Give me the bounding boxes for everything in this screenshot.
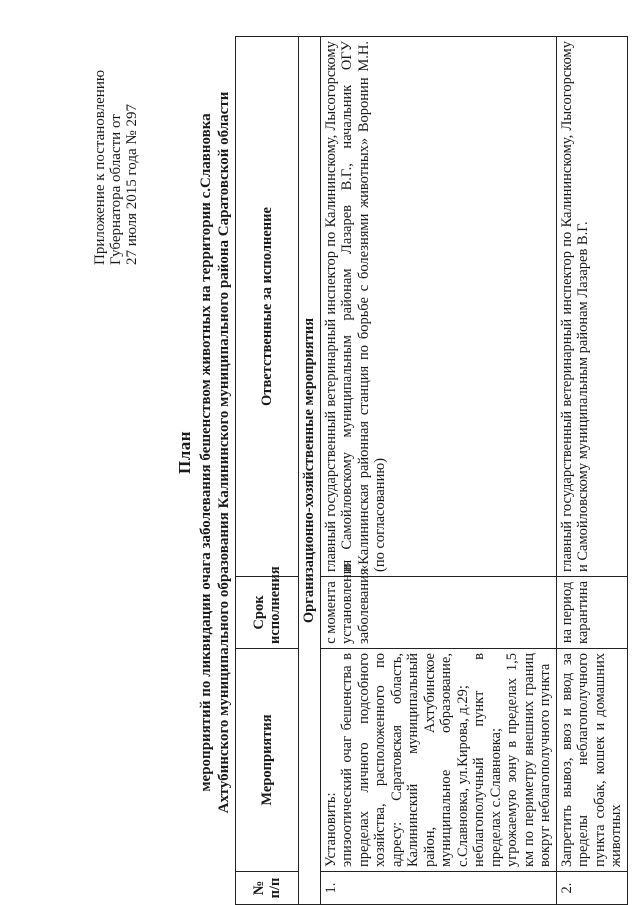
header-term: Срок исполнения bbox=[236, 577, 299, 649]
appendix-line-1: Приложение к постановлению bbox=[92, 69, 108, 265]
row-num: 2. bbox=[556, 872, 627, 905]
row-measure: Установить: эпизоотический очаг бешенства в пределах личного подсобного хозяйства, расположенного по адресу: Саратовская область, Калининский муниципальный район, Ахтубинское муниципальное образование, с.Славновка, ул.Кирова, д.29; неблагополучный пункт в пределах с.Славновка; угрожаемую зону в пределах 1,5 км по периметру внешних границ вокруг неблагополучного пункта bbox=[320, 649, 556, 872]
row-num: 1. bbox=[320, 872, 556, 905]
document-subtitle-line-2: Ахтубинского муниципального образования Калининского муниципального района Саратовской области bbox=[216, 91, 232, 814]
section-row bbox=[299, 37, 321, 905]
table-header-row bbox=[236, 37, 299, 905]
table-row bbox=[556, 37, 627, 905]
header-measures: Мероприятия bbox=[236, 649, 299, 872]
appendix-line-2: Губернатора области от bbox=[108, 114, 124, 265]
row-measure: Запретить вывоз, ввоз и ввод за пределы неблагополучного пункта собак, кошек и домашних животных bbox=[556, 649, 627, 872]
section-title: Организационно-хозяйственные мероприятия bbox=[299, 37, 321, 905]
appendix-line-3: 27 июля 2015 года № 297 bbox=[124, 104, 140, 265]
document-subtitle-line-1: мероприятий по ликвидации очага заболевания бешенством животных на территории с.Славновка bbox=[198, 113, 214, 792]
row-responsible: главный государственный ветеринарный инспектор по Калининскому, Лысогорскому и Самойловскому муниципальным районам Лазарев В.Г., начальник ОГУ «Калининская районная станция по борьбе с болезнями животных» Воронин М.Н. (по согласованию) bbox=[320, 37, 556, 577]
table-row bbox=[320, 37, 556, 905]
document-title: План bbox=[175, 430, 194, 475]
appendix-note bbox=[92, 15, 140, 265]
row-term: с момента установления заболевания bbox=[320, 577, 556, 649]
header-responsible: Ответственные за исполнение bbox=[236, 37, 299, 577]
row-responsible: главный государственный ветеринарный инспектор по Калининскому, Лысогорскому и Самойловскому муниципальным районам Лазарев В.Г. bbox=[556, 37, 627, 577]
plan-table bbox=[235, 36, 628, 905]
header-num: № п/п bbox=[236, 872, 299, 905]
row-term: на период карантина bbox=[556, 577, 627, 649]
